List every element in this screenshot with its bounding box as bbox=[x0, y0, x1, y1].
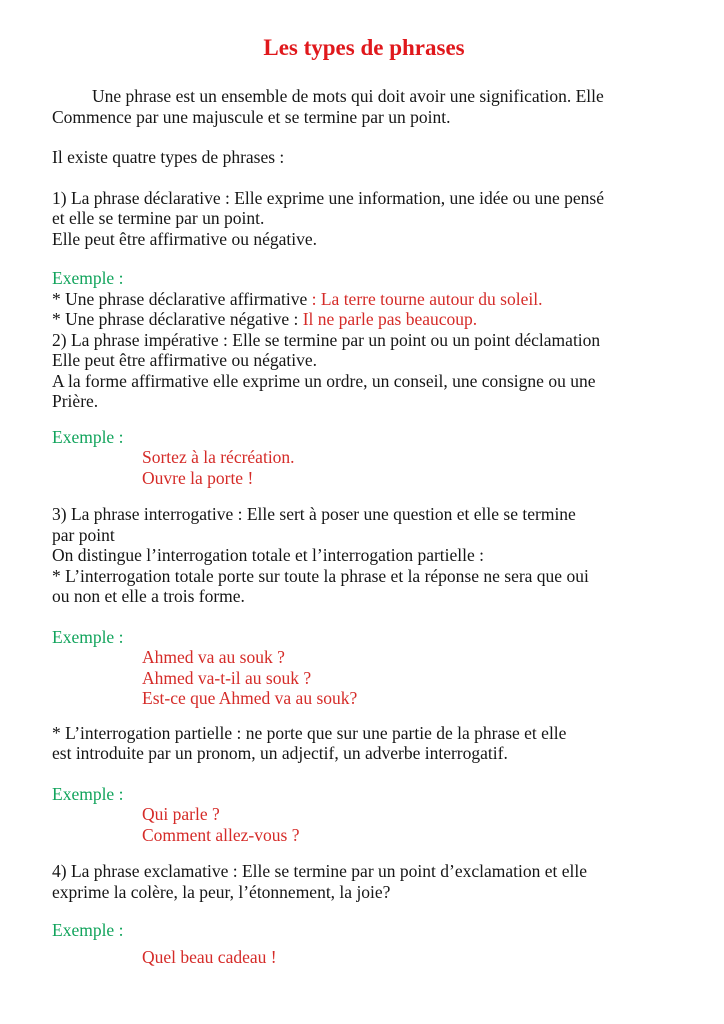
section-partial-interrogation bbox=[52, 723, 676, 764]
example-sentence: Est-ce que Ahmed va au souk? bbox=[142, 688, 358, 708]
interrogative-line-3: On distingue l’interrogation totale et l’interrogation partielle : bbox=[52, 545, 485, 565]
example-sentence: Ahmed va au souk ? bbox=[142, 647, 285, 667]
example-label: Exemple : bbox=[52, 426, 124, 447]
example-label: Exemple : bbox=[52, 920, 124, 940]
page-title: Les types de phrases bbox=[263, 35, 465, 60]
imperative-line-1: 2) La phrase impérative : Elle se termine par un point ou un point déclamation bbox=[52, 329, 601, 350]
example-sentence: Sortez à la récréation. bbox=[142, 447, 295, 467]
example-block-imperative bbox=[52, 427, 676, 489]
imperative-line-2: Elle peut être affirmative ou négative. bbox=[52, 350, 317, 370]
example-label: Exemple : bbox=[52, 268, 124, 288]
interrogative-line-5: ou non et elle a trois forme. bbox=[52, 586, 245, 606]
example-affirmative-line bbox=[52, 289, 676, 310]
example-sentence: Qui parle ? bbox=[142, 804, 220, 824]
declarative-line-3: Elle peut être affirmative ou négative. bbox=[52, 228, 317, 249]
example-block-partial-interrogation bbox=[52, 784, 676, 846]
example-negative-intro: * Une phrase déclarative négative : bbox=[52, 309, 303, 329]
imperative-line-3: A la forme affirmative elle exprime un ordre, un conseil, une consigne ou une bbox=[52, 370, 596, 391]
interrogative-line-4: * L’interrogation totale porte sur toute la phrase et la réponse ne sera que oui bbox=[52, 565, 589, 586]
section-exclamative bbox=[52, 861, 676, 902]
example-sentence: Ouvre la porte ! bbox=[142, 467, 254, 488]
types-intro bbox=[52, 147, 676, 168]
types-intro-line: Il existe quatre types de phrases : bbox=[52, 147, 285, 167]
example-block-exclamative bbox=[52, 920, 676, 967]
partial-interrogation-line-1: * L’interrogation partielle : ne porte que sur une partie de la phrase et elle bbox=[52, 722, 567, 743]
example-negative-line bbox=[52, 309, 676, 330]
intro-line-1: Une phrase est un ensemble de mots qui doit avoir une signification. Elle bbox=[92, 86, 604, 106]
section-declarative bbox=[52, 188, 676, 250]
declarative-line-2: et elle se termine par un point. bbox=[52, 208, 265, 228]
example-label: Exemple : bbox=[52, 626, 124, 647]
partial-interrogation-line-2: est introduite par un pronom, un adjectif, un adverbe interrogatif. bbox=[52, 743, 508, 763]
exclamative-line-1: 4) La phrase exclamative : Elle se termine par un point d’exclamation et elle bbox=[52, 861, 587, 881]
interrogative-line-1: 3) La phrase interrogative : Elle sert à poser une question et elle se termine bbox=[52, 504, 576, 524]
example-affirmative-sentence: : La terre tourne autour du soleil. bbox=[311, 288, 543, 309]
example-label: Exemple : bbox=[52, 783, 124, 804]
imperative-line-4: Prière. bbox=[52, 391, 99, 411]
example-affirmative-intro: * Une phrase déclarative affirmative bbox=[52, 288, 312, 309]
section-interrogative bbox=[52, 504, 676, 607]
example-sentence: Comment allez-vous ? bbox=[142, 824, 300, 845]
example-sentence: Ahmed va-t-il au souk ? bbox=[142, 667, 312, 688]
example-block-declarative bbox=[52, 268, 676, 330]
intro-paragraph bbox=[52, 86, 676, 127]
intro-line-2: Commence par une majuscule et se termine par un point. bbox=[52, 106, 451, 127]
declarative-line-1: 1) La phrase déclarative : Elle exprime une information, une idée ou une pensé bbox=[52, 187, 605, 208]
section-imperative bbox=[52, 330, 676, 412]
interrogative-line-2: par point bbox=[52, 524, 115, 545]
exclamative-line-2: exprime la colère, la peur, l’étonnement, la joie? bbox=[52, 881, 391, 902]
example-sentence: Quel beau cadeau ! bbox=[142, 946, 277, 967]
example-block-total-interrogation bbox=[52, 627, 676, 709]
example-negative-sentence: Il ne parle pas beaucoup. bbox=[302, 309, 478, 329]
